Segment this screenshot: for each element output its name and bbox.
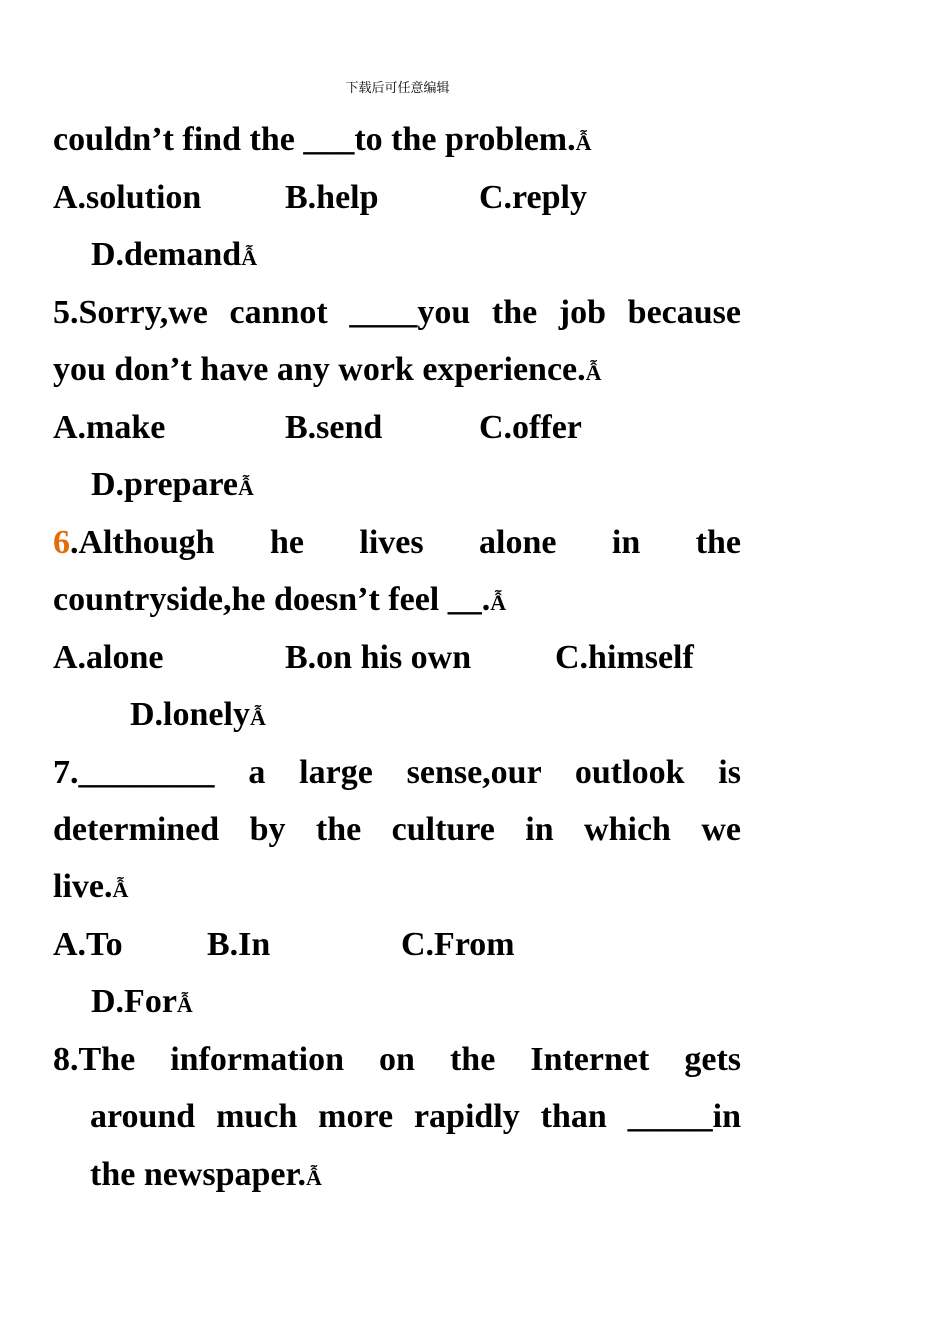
ocr-artifact-glyph: Ẫ (575, 130, 592, 155)
q6-option-c: C.himself (555, 639, 694, 676)
q5-option-d: D.prepareẪ (91, 466, 254, 503)
q5-stem-line1: 5.Sorry,we cannot ____you the job because (53, 294, 741, 331)
q4-option-d: D.demandẪ (91, 236, 258, 273)
ocr-artifact-glyph: Ẫ (306, 1165, 322, 1190)
q5-option-b: B.send (285, 409, 383, 446)
ocr-artifact-glyph: Ẫ (490, 590, 507, 615)
q7-stem-line1: 7.________ a large sense,our outlook is (53, 754, 741, 791)
ocr-artifact-glyph: Ẫ (238, 475, 254, 500)
q8-stem-line2: around much more rapidly than _____in (90, 1098, 741, 1135)
q6-option-b: B.on his own (285, 639, 472, 676)
q7-option-a: A.To (53, 926, 123, 963)
ocr-artifact-glyph: Ẫ (249, 705, 266, 730)
q6-option-a: A.alone (53, 639, 164, 676)
q6-stem-line2: countryside,he doesn’t feel __.Ẫ (53, 581, 507, 618)
q7-option-d: D.ForẪ (91, 983, 193, 1020)
ocr-artifact-glyph: Ẫ (176, 992, 193, 1017)
q8-stem-line1: 8.The information on the Internet gets (53, 1041, 741, 1078)
q6-number: 6 (53, 524, 70, 561)
q6-stem-line1: 6.Although he lives alone in the (53, 524, 741, 561)
q6-option-d: D.lonelyẪ (130, 696, 266, 733)
ocr-artifact-glyph: Ẫ (585, 360, 602, 385)
ocr-artifact-glyph: Ẫ (112, 877, 129, 902)
q4-option-a: A.solution (53, 179, 202, 216)
q7-stem-line3: live.Ẫ (53, 868, 129, 905)
q4-option-b: B.help (285, 179, 379, 216)
q7-option-b: B.In (207, 926, 271, 963)
q5-option-a: A.make (53, 409, 166, 446)
q7-stem-line2: determined by the culture in which we (53, 811, 741, 848)
q5-option-c: C.offer (479, 409, 582, 446)
page-header: 下载后可任意编辑 (345, 81, 450, 96)
q4-stem: couldn’t find the ___to the problem.Ẫ (53, 121, 592, 158)
q5-stem-line2: you don’t have any work experience.Ẫ (53, 351, 602, 388)
q7-option-c: C.From (401, 926, 515, 963)
q8-stem-line3: the newspaper.Ẫ (90, 1156, 322, 1193)
q4-option-c: C.reply (479, 179, 587, 216)
ocr-artifact-glyph: Ẫ (241, 245, 258, 270)
